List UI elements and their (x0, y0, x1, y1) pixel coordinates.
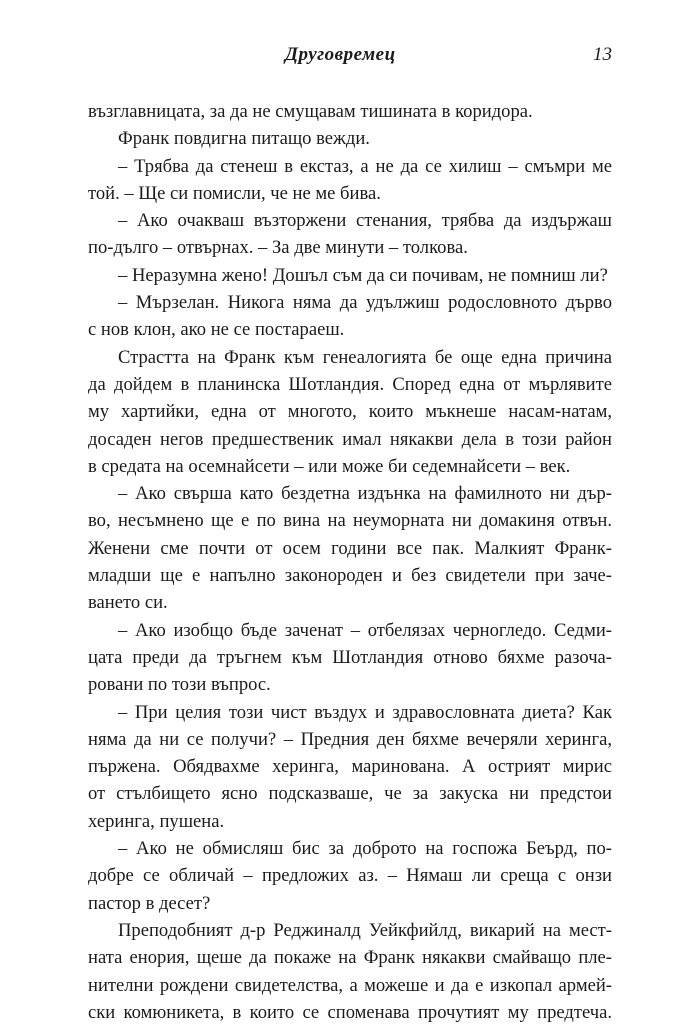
text-line: от стълбището ясно подсказваше, че за закуска ни предстои (88, 783, 612, 805)
text-line: во, несъмнено ще е по вина на неуморната ни домакиня отвън. (88, 510, 612, 532)
page-number: 13 (593, 44, 612, 65)
text-line: младши ще е напълно законороден и без свидетели при заче- (88, 565, 612, 587)
text-line: ването си. (88, 592, 168, 614)
text-line: по-дълго – отвърнах. – За две минути – толкова. (88, 237, 468, 259)
text-line: – Ако изобщо бъде заченат – отбелязах черногледо. Седми- (118, 619, 612, 641)
text-line: – При целия този чист въздух и здравословната диета? Как (118, 701, 612, 723)
text-line: добре се обличай – предложих аз. – Нямаш ли среща с онзи (88, 865, 612, 887)
text-line: в средата на осемнайсети – или може би седемнайсети – век. (88, 455, 571, 477)
text-line: нителни рождени свидетелства, а можеше и да е изкопал армей- (88, 974, 612, 996)
text-line: няма да ни се получи? – Предния ден бяхме вечеряли херинга, (88, 728, 612, 750)
text-line: – Трябва да стенеш в екстаз, а не да се хилиш – смъмри ме (118, 155, 612, 177)
text-line: Франк повдигна питащо вежди. (118, 128, 370, 150)
text-line: Страстта на Франк към генеалогията бе още една причина (118, 346, 612, 368)
text-line: пастор в десет? (88, 892, 211, 914)
text-line: Преподобният д-р Реджиналд Уейкфийлд, викарий на мест- (118, 919, 612, 941)
text-line: с нов клон, ако не се постараеш. (88, 319, 345, 341)
text-line: му хартийки, една от многото, които мъкнеше насам-натам, (88, 401, 612, 423)
text-line: ски комюникета, в които се споменава прочутият му предтеча. (88, 1001, 612, 1023)
text-line: – Мързелан. Никога няма да удължиш родословното дърво (118, 292, 612, 314)
body-text (88, 98, 612, 1026)
text-line: ната енория, щеше да покаже на Франк някакви смайващо пле- (88, 947, 612, 969)
text-line: ровани по този въпрос. (88, 674, 271, 696)
text-line: пържена. Обядвахме херинга, маринована. А острият мирис (88, 756, 612, 778)
text-line: да дойдем в планинска Шотландия. Според една от мърлявите (88, 373, 612, 395)
text-line: той. – Ще си помисли, че не ме бива. (88, 182, 381, 204)
text-line: – Ако очакваш възторжени стенания, трябва да издържаш (118, 210, 612, 232)
text-line: – Неразумна жено! Дошъл съм да си почивам, не помниш ли? (118, 264, 608, 286)
text-line: – Ако не обмисляш бис за доброто на госпожа Беърд, по- (118, 838, 612, 860)
text-line: досаден негов предшественик имал някакви дела в този район (88, 428, 612, 450)
text-line: цата преди да тръгнем към Шотландия отново бяхме разоча- (88, 646, 612, 668)
text-line: възглавницата, за да не смущавам тишината в коридора. (88, 101, 533, 122)
text-line: – Ако свърша като бездетна издънка на фамилното ни дър- (118, 483, 612, 505)
text-line: Женени сме почти от осем години все пак. Малкият Франк- (88, 537, 612, 559)
running-head-title: Друговремец (285, 44, 396, 65)
text-line: херинга, пушена. (88, 810, 225, 832)
